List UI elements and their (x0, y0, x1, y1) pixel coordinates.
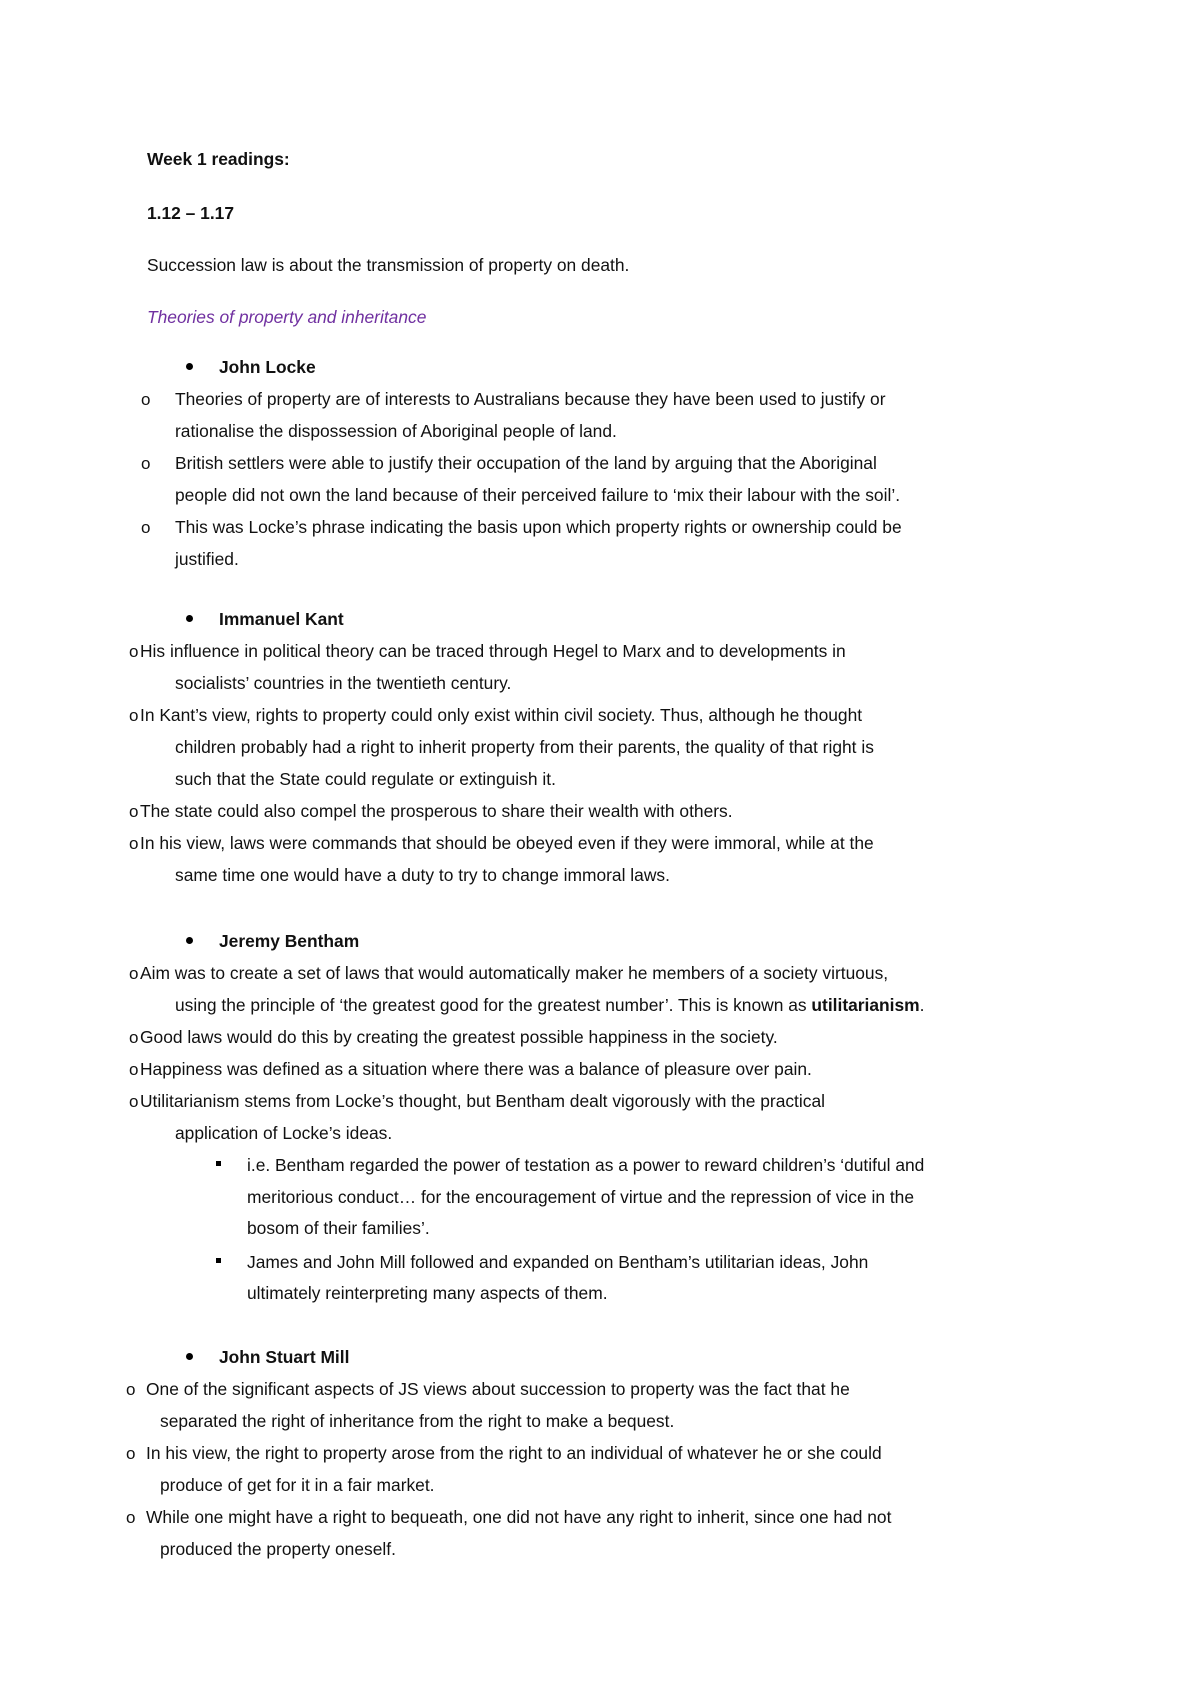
kant-item-4-line-2: same time one would have a duty to try to change immoral laws. (175, 865, 670, 885)
kant-item-2-line-2: children probably had a right to inherit property from their parents, the quality of that right is (175, 737, 874, 757)
circle-bullet-icon: o (141, 390, 151, 409)
bentham-subitem-1-line-1: i.e. Bentham regarded the power of testation as a power to reward children’s ‘dutiful and (247, 1155, 925, 1175)
bullet-dot-icon (186, 363, 193, 370)
circle-bullet-icon: o (141, 454, 151, 473)
heading-jeremy-bentham: Jeremy Bentham (219, 931, 360, 951)
kant-item-4-line-1: In his view, laws were commands that should be obeyed even if they were immoral, while at the (140, 833, 874, 853)
bentham-item-4-line-2: application of Locke’s ideas. (175, 1123, 393, 1143)
circle-bullet-icon: o (129, 964, 139, 983)
bentham-subitem-1-line-3: bosom of their families’. (247, 1218, 430, 1238)
kant-item-1-line-1: His influence in political theory can be traced through Hegel to Marx and to developments in (140, 641, 846, 661)
intro-text: Succession law is about the transmission of property on death. (147, 255, 630, 275)
kant-item-2-line-3: such that the State could regulate or extinguish it. (175, 769, 556, 789)
circle-bullet-icon: o (126, 1444, 136, 1463)
heading-immanuel-kant: Immanuel Kant (219, 609, 344, 629)
circle-bullet-icon: o (129, 706, 139, 725)
square-bullet-icon (216, 1161, 221, 1166)
circle-bullet-icon: o (129, 1060, 139, 1079)
circle-bullet-icon: o (129, 642, 139, 661)
mill-item-3-line-2: produced the property oneself. (160, 1539, 396, 1559)
locke-item-3-line-1: This was Locke’s phrase indicating the basis upon which property rights or ownership could be (175, 517, 902, 537)
circle-bullet-icon: o (129, 1028, 139, 1047)
mill-item-2-line-1: In his view, the right to property arose from the right to an individual of whatever he or she could (146, 1443, 882, 1463)
utilitarianism-term: utilitarianism (811, 995, 920, 1015)
circle-bullet-icon: o (129, 834, 139, 853)
bentham-subitem-1-line-2: meritorious conduct… for the encouragement of virtue and the repression of vice in the (247, 1187, 915, 1207)
circle-bullet-icon: o (129, 1092, 139, 1111)
reading-range: 1.12 – 1.17 (147, 203, 235, 223)
kant-item-3-line-1: The state could also compel the prosperous to share their wealth with others. (140, 801, 733, 821)
mill-item-2-line-2: produce of get for it in a fair market. (160, 1475, 435, 1495)
locke-item-1-line-2: rationalise the dispossession of Aboriginal people of land. (175, 421, 617, 441)
bentham-item-4-line-1: Utilitarianism stems from Locke’s thought, but Bentham dealt vigorously with the practical (140, 1091, 825, 1111)
heading-john-stuart-mill: John Stuart Mill (219, 1347, 350, 1367)
bentham-item-2-line-1: Good laws would do this by creating the greatest possible happiness in the society. (140, 1027, 778, 1047)
bentham-subitem-2-line-1: James and John Mill followed and expanded on Bentham’s utilitarian ideas, John (247, 1252, 869, 1272)
bullet-dot-icon (186, 1353, 193, 1360)
bentham-subitem-2-line-2: ultimately reinterpreting many aspects of them. (247, 1283, 608, 1303)
circle-bullet-icon: o (141, 518, 151, 537)
circle-bullet-icon: o (129, 802, 139, 821)
bentham-item-1-line-2: using the principle of ‘the greatest good for the greatest number’. This is known as utilitarianism. (175, 995, 925, 1015)
locke-item-3-line-2: justified. (175, 549, 239, 569)
bullet-dot-icon (186, 615, 193, 622)
locke-item-2-line-2: people did not own the land because of their perceived failure to ‘mix their labour with the soil’. (175, 485, 901, 505)
kant-item-2-line-1: In Kant’s view, rights to property could only exist within civil society. Thus, although he thought (140, 705, 863, 725)
kant-item-1-line-2: socialists’ countries in the twentieth century. (175, 673, 512, 693)
mill-item-1-line-2: separated the right of inheritance from the right to make a bequest. (160, 1411, 675, 1431)
locke-item-1-line-1: Theories of property are of interests to Australians because they have been used to justify or (175, 389, 886, 409)
circle-bullet-icon: o (126, 1380, 136, 1399)
mill-item-3-line-1: While one might have a right to bequeath, one did not have any right to inherit, since one had not (146, 1507, 892, 1527)
bentham-item-1-line-1: Aim was to create a set of laws that would automatically maker he members of a society virtuous, (140, 963, 889, 983)
bullet-dot-icon (186, 937, 193, 944)
document-title: Week 1 readings: (147, 149, 290, 169)
circle-bullet-icon: o (126, 1508, 136, 1527)
heading-john-locke: John Locke (219, 357, 316, 377)
bentham-item-3-line-1: Happiness was defined as a situation where there was a balance of pleasure over pain. (140, 1059, 812, 1079)
square-bullet-icon (216, 1258, 221, 1263)
mill-item-1-line-1: One of the significant aspects of JS views about succession to property was the fact that he (146, 1379, 850, 1399)
locke-item-2-line-1: British settlers were able to justify their occupation of the land by arguing that the Aboriginal (175, 453, 877, 473)
section-subtitle: Theories of property and inheritance (147, 307, 427, 327)
